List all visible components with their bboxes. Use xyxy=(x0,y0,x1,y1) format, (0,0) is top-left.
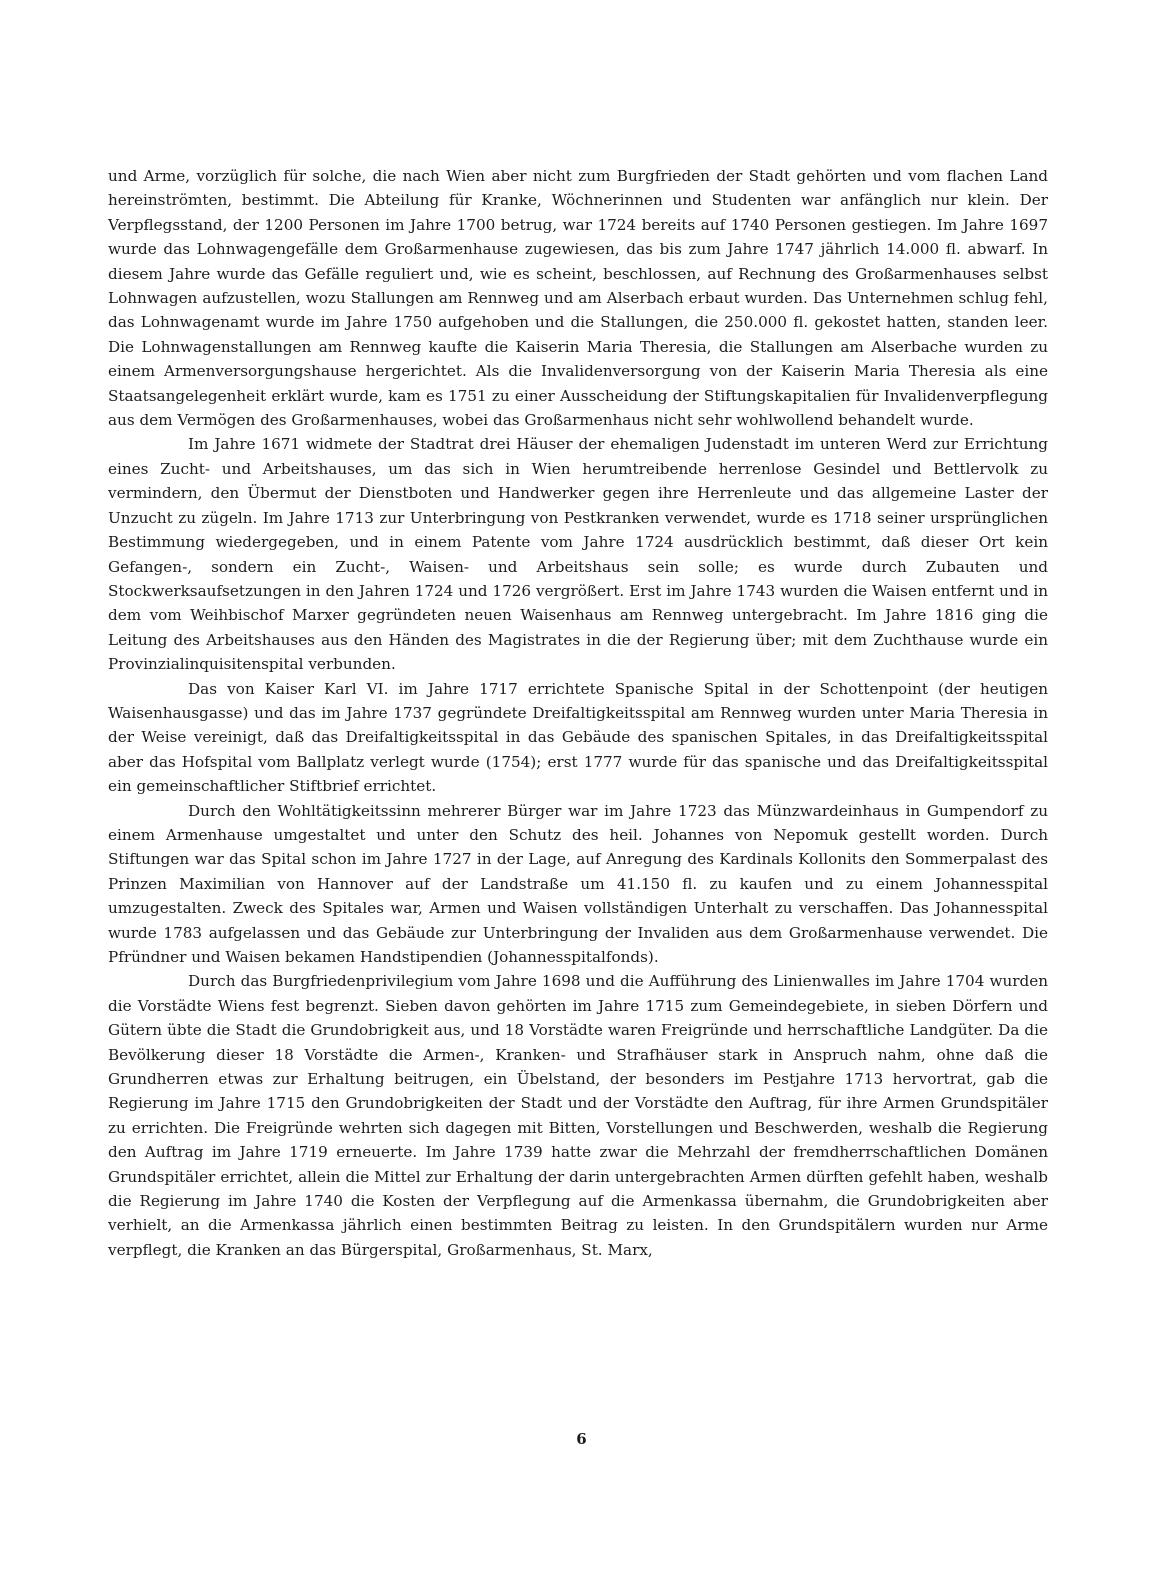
paragraph-1: und Arme, vorzüglich für solche, die nach Wien aber nicht zum Burgfrieden der Stadt gehörten und vom flachen Land hereinströmten, bestimmt. Die Abteilung für Kranke, Wöchnerinnen und Studenten war anfänglich nur klein. Der Verpflegsstand, der 1200 Personen im Jahre 1700 betrug, war 1724 bereits auf 1740 Personen gestiegen. Im Jahre 1697 wurde das Lohnwagengefälle dem Großarmenhause zugewiesen, das bis zum Jahre 1747 jährlich 14.000 fl. abwarf. In diesem Jahre wurde das Gefälle reguliert und, wie es scheint, beschlossen, auf Rechnung des Großarmenhauses selbst Lohnwagen aufzustellen, wozu Stallungen am Rennweg und am Alserbach erbaut wurden. Das Unternehmen schlug fehl, das Lohnwagenamt wurde im Jahre 1750 aufgehoben und die Stallungen, die 250.000 fl. gekostet hatten, standen leer. Die Lohnwagenstallungen am Rennweg kaufte die Kaiserin Maria Theresia, die Stallungen am Alserbache wurden zu einem Armenversorgungshause hergerichtet. Als die Invalidenversorgung von der Kaiserin Maria Theresia als eine Staatsangelegenheit erklärt wurde, kam es 1751 zu einer Ausscheidung der Stiftungskapitalien für Invalidenverpflegung aus dem Vermögen des Großarmenhauses, wobei das Großarmenhaus nicht sehr wohlwollend behandelt wurde. xyxy=(108,167,1048,430)
body-text xyxy=(108,164,1048,1262)
paragraph-3: Das von Kaiser Karl VI. im Jahre 1717 errichtete Spanische Spital in der Schottenpoint (der heutigen Waisenhausgasse) und das im Jahre 1737 gegründete Dreifaltigkeitsspital am Rennweg wurden unter Maria Theresia in der Weise vereinigt, daß das Dreifaltigkeitsspital in das Gebäude des spanischen Spitales, in das Dreifaltigkeitsspital aber das Hofspital vom Ballplatz verlegt wurde (1754); erst 1777 wurde für das spanische und das Dreifaltigkeitsspital ein gemeinschaftlicher Stiftbrief errichtet. xyxy=(108,679,1048,796)
paragraph-5: Durch das Burgfriedenprivilegium vom Jahre 1698 und die Aufführung des Linienwalles im Jahre 1704 wurden die Vorstädte Wiens fest begrenzt. Sieben davon gehörten im Jahre 1715 zum Gemeindegebiete, in sieben Dörfern und Gütern übte die Stadt die Grundobrigkeit aus, und 18 Vorstädte waren Freigründe und herrschaftliche Landgüter. Da die Bevölkerung dieser 18 Vorstädte die Armen-, Kranken- und Strafhäuser stark in Anspruch nahm, ohne daß die Grundherren etwas zur Erhaltung beitrugen, ein Übelstand, der besonders im Pestjahre 1713 hervortrat, gab die Regierung im Jahre 1715 den Grundobrigkeiten der Stadt und der Vorstädte den Auftrag, für ihre Armen Grundspitäler zu errichten. Die Freigründe wehrten sich dagegen mit Bitten, Vorstellungen und Beschwerden, weshalb die Regierung den Auftrag im Jahre 1719 erneuerte. Im Jahre 1739 hatte zwar die Mehrzahl der fremdherrschaftlichen Domänen Grundspitäler errichtet, allein die Mittel zur Erhaltung der darin untergebrachten Armen dürften gefehlt haben, weshalb die Regierung im Jahre 1740 die Kosten der Verpflegung auf die Armenkassa übernahm, die Grundobrigkeiten aber verhielt, an die Armenkassa jährlich einen bestimmten Beitrag zu leisten. In den Grundspitälern wurden nur Arme verpflegt, die Kranken an das Bürgerspital, Großarmenhaus, St. Marx, xyxy=(108,972,1048,1259)
paragraph-4: Durch den Wohltätigkeitssinn mehrerer Bürger war im Jahre 1723 das Münzwardeinhaus in Gumpendorf zu einem Armenhause umgestaltet und unter den Schutz des heil. Johannes von Nepomuk gestellt worden. Durch Stiftungen war das Spital schon im Jahre 1727 in der Lage, auf Anregung des Kardinals Kollonits den Sommerpalast des Prinzen Maximilian von Hannover auf der Landstraße um 41.150 fl. zu kaufen und zu einem Johannesspital umzugestalten. Zweck des Spitales war, Armen und Waisen vollständigen Unterhalt zu verschaffen. Das Johannesspital wurde 1783 aufgelassen und das Gebäude zur Unterbringung der Invaliden aus dem Großarmenhause verwendet. Die Pfründner und Waisen bekamen Handstipendien (Johannesspitalfonds). xyxy=(108,801,1048,966)
page-number: 6 xyxy=(576,1430,587,1448)
paragraph-2: Im Jahre 1671 widmete der Stadtrat drei Häuser der ehemaligen Judenstadt im unteren Werd zur Errichtung eines Zucht- und Arbeitshauses, um das sich in Wien herumtreibende herrenlose Gesindel und Bettlervolk zu vermindern, den Übermut der Dienstboten und Handwerker gegen ihre Herrenleute und das allgemeine Laster der Unzucht zu zügeln. Im Jahre 1713 zur Unterbringung von Pestkranken verwendet, wurde es 1718 seiner ursprünglichen Bestimmung wiedergegeben, und in einem Patente vom Jahre 1724 ausdrücklich bestimmt, daß dieser Ort kein Gefangen-, sondern ein Zucht-, Waisen- und Arbeitshaus sein solle; es wurde durch Zubauten und Stockwerksaufsetzungen in den Jahren 1724 und 1726 vergrößert. Erst im Jahre 1743 wurden die Waisen entfernt und in dem vom Weihbischof Marxer gegründeten neuen Waisenhaus am Rennweg untergebracht. Im Jahre 1816 ging die Leitung des Arbeitshauses aus den Händen des Magistrates in die der Regierung über; mit dem Zuchthause wurde ein Provinzialinquisitenspital verbunden. xyxy=(108,435,1048,674)
